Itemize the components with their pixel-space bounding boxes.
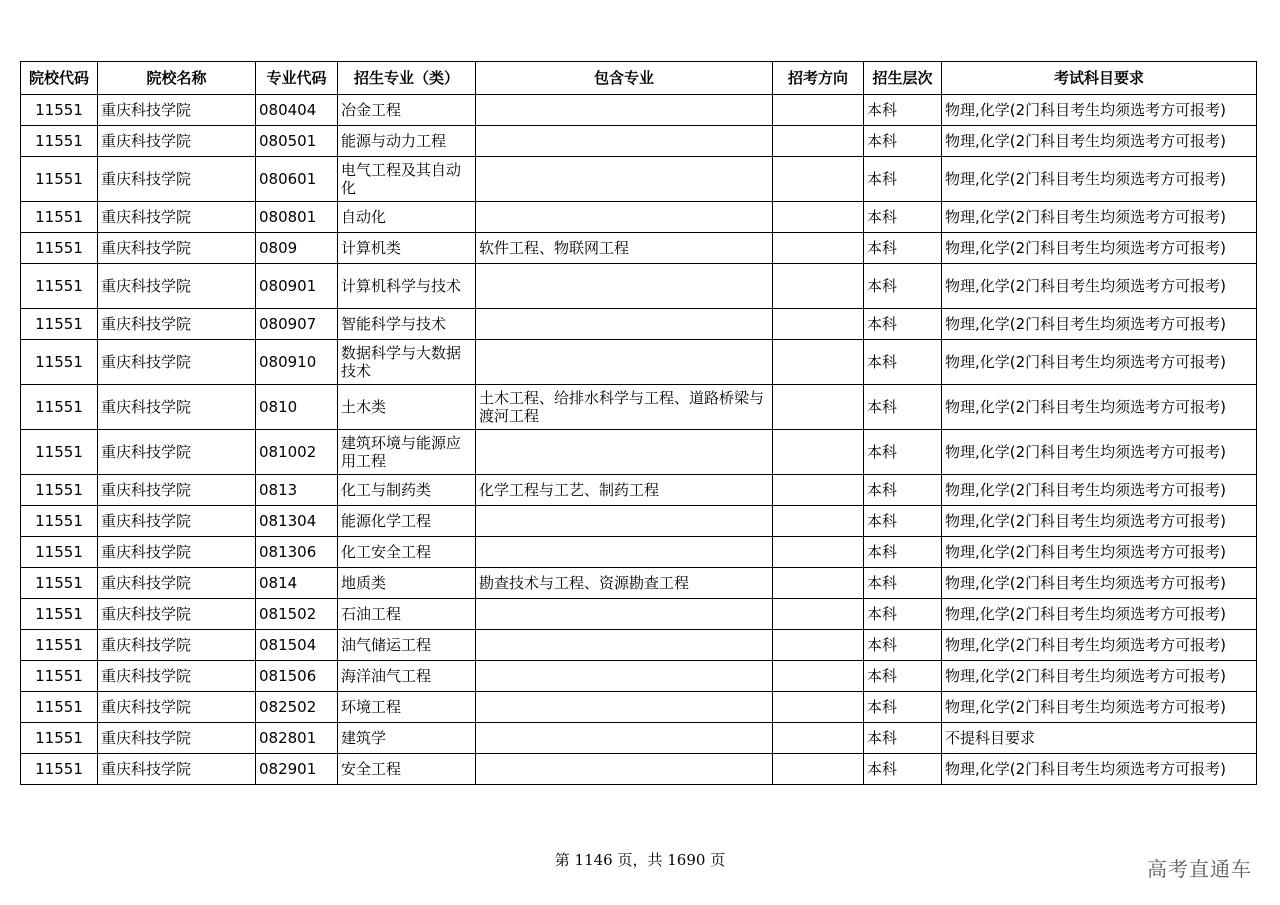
cell-level: 本科 bbox=[864, 692, 942, 723]
cell-direction bbox=[773, 475, 864, 506]
cell-included-majors bbox=[476, 692, 773, 723]
cell-major-code: 080801 bbox=[256, 202, 338, 233]
cell-major: 能源与动力工程 bbox=[338, 126, 476, 157]
cell-direction bbox=[773, 630, 864, 661]
cell-subject-requirements: 物理,化学(2门科目考生均须选考方可报考) bbox=[942, 630, 1257, 661]
cell-direction bbox=[773, 264, 864, 309]
cell-school-code: 11551 bbox=[21, 723, 98, 754]
cell-school-code: 11551 bbox=[21, 385, 98, 430]
cell-major-code: 080601 bbox=[256, 157, 338, 202]
cell-major-code: 081306 bbox=[256, 537, 338, 568]
cell-included-majors bbox=[476, 599, 773, 630]
cell-school-code: 11551 bbox=[21, 233, 98, 264]
table-row bbox=[21, 506, 1257, 537]
cell-level: 本科 bbox=[864, 157, 942, 202]
table-row bbox=[21, 157, 1257, 202]
cell-direction bbox=[773, 95, 864, 126]
cell-level: 本科 bbox=[864, 475, 942, 506]
cell-major: 环境工程 bbox=[338, 692, 476, 723]
cell-included-majors bbox=[476, 506, 773, 537]
admissions-table bbox=[20, 61, 1257, 785]
cell-school-code: 11551 bbox=[21, 475, 98, 506]
cell-level: 本科 bbox=[864, 568, 942, 599]
cell-included-majors bbox=[476, 126, 773, 157]
cell-included-majors bbox=[476, 340, 773, 385]
header-school-code: 院校代码 bbox=[21, 62, 98, 95]
cell-school-name: 重庆科技学院 bbox=[98, 599, 256, 630]
watermark-text: 高考直通车 bbox=[1147, 857, 1252, 881]
cell-included-majors bbox=[476, 309, 773, 340]
cell-major: 化工安全工程 bbox=[338, 537, 476, 568]
cell-school-name: 重庆科技学院 bbox=[98, 233, 256, 264]
cell-major: 电气工程及其自动化 bbox=[338, 157, 476, 202]
cell-major: 石油工程 bbox=[338, 599, 476, 630]
cell-major-code: 0810 bbox=[256, 385, 338, 430]
cell-major-code: 081506 bbox=[256, 661, 338, 692]
cell-included-majors bbox=[476, 264, 773, 309]
table-row bbox=[21, 430, 1257, 475]
cell-major: 计算机科学与技术 bbox=[338, 264, 476, 309]
table-row bbox=[21, 202, 1257, 233]
cell-major-code: 080910 bbox=[256, 340, 338, 385]
cell-included-majors: 化学工程与工艺、制药工程 bbox=[476, 475, 773, 506]
cell-included-majors bbox=[476, 723, 773, 754]
cell-direction bbox=[773, 723, 864, 754]
cell-level: 本科 bbox=[864, 630, 942, 661]
cell-school-name: 重庆科技学院 bbox=[98, 264, 256, 309]
cell-included-majors bbox=[476, 537, 773, 568]
cell-school-name: 重庆科技学院 bbox=[98, 537, 256, 568]
cell-level: 本科 bbox=[864, 264, 942, 309]
cell-school-code: 11551 bbox=[21, 340, 98, 385]
cell-subject-requirements: 物理,化学(2门科目考生均须选考方可报考) bbox=[942, 126, 1257, 157]
cell-subject-requirements: 物理,化学(2门科目考生均须选考方可报考) bbox=[942, 202, 1257, 233]
cell-school-name: 重庆科技学院 bbox=[98, 630, 256, 661]
cell-major: 化工与制药类 bbox=[338, 475, 476, 506]
cell-direction bbox=[773, 157, 864, 202]
table-row bbox=[21, 233, 1257, 264]
cell-major: 能源化学工程 bbox=[338, 506, 476, 537]
cell-level: 本科 bbox=[864, 661, 942, 692]
cell-direction bbox=[773, 537, 864, 568]
cell-level: 本科 bbox=[864, 385, 942, 430]
cell-major: 安全工程 bbox=[338, 754, 476, 785]
cell-school-name: 重庆科技学院 bbox=[98, 157, 256, 202]
cell-direction bbox=[773, 202, 864, 233]
cell-level: 本科 bbox=[864, 599, 942, 630]
cell-included-majors bbox=[476, 661, 773, 692]
cell-major: 地质类 bbox=[338, 568, 476, 599]
cell-major: 海洋油气工程 bbox=[338, 661, 476, 692]
cell-subject-requirements: 物理,化学(2门科目考生均须选考方可报考) bbox=[942, 568, 1257, 599]
page-number: 第 1146 页，共 1690 页 bbox=[554, 851, 726, 869]
cell-subject-requirements: 物理,化学(2门科目考生均须选考方可报考) bbox=[942, 157, 1257, 202]
table-row bbox=[21, 385, 1257, 430]
cell-school-name: 重庆科技学院 bbox=[98, 568, 256, 599]
cell-subject-requirements: 物理,化学(2门科目考生均须选考方可报考) bbox=[942, 430, 1257, 475]
cell-major: 数据科学与大数据技术 bbox=[338, 340, 476, 385]
cell-included-majors bbox=[476, 754, 773, 785]
cell-direction bbox=[773, 385, 864, 430]
header-included-majors: 包含专业 bbox=[476, 62, 773, 95]
header-major-code: 专业代码 bbox=[256, 62, 338, 95]
cell-included-majors: 软件工程、物联网工程 bbox=[476, 233, 773, 264]
cell-subject-requirements: 物理,化学(2门科目考生均须选考方可报考) bbox=[942, 506, 1257, 537]
cell-school-name: 重庆科技学院 bbox=[98, 723, 256, 754]
cell-major-code: 081002 bbox=[256, 430, 338, 475]
table-row bbox=[21, 630, 1257, 661]
cell-school-code: 11551 bbox=[21, 264, 98, 309]
cell-school-name: 重庆科技学院 bbox=[98, 754, 256, 785]
cell-school-name: 重庆科技学院 bbox=[98, 385, 256, 430]
cell-major-code: 081304 bbox=[256, 506, 338, 537]
cell-major-code: 0813 bbox=[256, 475, 338, 506]
table-row bbox=[21, 264, 1257, 309]
cell-school-name: 重庆科技学院 bbox=[98, 95, 256, 126]
table-row bbox=[21, 754, 1257, 785]
cell-school-code: 11551 bbox=[21, 692, 98, 723]
cell-direction bbox=[773, 506, 864, 537]
cell-school-code: 11551 bbox=[21, 506, 98, 537]
cell-major: 自动化 bbox=[338, 202, 476, 233]
header-row bbox=[21, 62, 1257, 95]
cell-direction bbox=[773, 126, 864, 157]
header-level: 招生层次 bbox=[864, 62, 942, 95]
cell-school-code: 11551 bbox=[21, 95, 98, 126]
cell-school-code: 11551 bbox=[21, 661, 98, 692]
cell-major: 冶金工程 bbox=[338, 95, 476, 126]
cell-subject-requirements: 物理,化学(2门科目考生均须选考方可报考) bbox=[942, 340, 1257, 385]
cell-school-code: 11551 bbox=[21, 568, 98, 599]
cell-direction bbox=[773, 661, 864, 692]
cell-direction bbox=[773, 233, 864, 264]
cell-school-code: 11551 bbox=[21, 126, 98, 157]
table-row bbox=[21, 95, 1257, 126]
cell-school-code: 11551 bbox=[21, 430, 98, 475]
cell-direction bbox=[773, 599, 864, 630]
cell-school-code: 11551 bbox=[21, 202, 98, 233]
cell-direction bbox=[773, 568, 864, 599]
header-school-name: 院校名称 bbox=[98, 62, 256, 95]
cell-included-majors: 土木工程、给排水科学与工程、道路桥梁与渡河工程 bbox=[476, 385, 773, 430]
table-row bbox=[21, 723, 1257, 754]
cell-direction bbox=[773, 340, 864, 385]
cell-included-majors bbox=[476, 430, 773, 475]
cell-school-name: 重庆科技学院 bbox=[98, 202, 256, 233]
cell-school-name: 重庆科技学院 bbox=[98, 309, 256, 340]
cell-level: 本科 bbox=[864, 126, 942, 157]
cell-major-code: 080501 bbox=[256, 126, 338, 157]
cell-level: 本科 bbox=[864, 430, 942, 475]
cell-subject-requirements: 物理,化学(2门科目考生均须选考方可报考) bbox=[942, 692, 1257, 723]
cell-direction bbox=[773, 430, 864, 475]
cell-major-code: 082502 bbox=[256, 692, 338, 723]
cell-subject-requirements: 物理,化学(2门科目考生均须选考方可报考) bbox=[942, 233, 1257, 264]
cell-subject-requirements: 物理,化学(2门科目考生均须选考方可报考) bbox=[942, 661, 1257, 692]
cell-level: 本科 bbox=[864, 340, 942, 385]
cell-subject-requirements: 物理,化学(2门科目考生均须选考方可报考) bbox=[942, 385, 1257, 430]
cell-major-code: 080901 bbox=[256, 264, 338, 309]
table-row bbox=[21, 309, 1257, 340]
cell-school-code: 11551 bbox=[21, 309, 98, 340]
cell-school-name: 重庆科技学院 bbox=[98, 506, 256, 537]
cell-level: 本科 bbox=[864, 754, 942, 785]
table-row bbox=[21, 599, 1257, 630]
cell-school-name: 重庆科技学院 bbox=[98, 126, 256, 157]
table-row bbox=[21, 340, 1257, 385]
cell-school-code: 11551 bbox=[21, 754, 98, 785]
cell-level: 本科 bbox=[864, 202, 942, 233]
cell-subject-requirements: 物理,化学(2门科目考生均须选考方可报考) bbox=[942, 475, 1257, 506]
header-subject-requirements: 考试科目要求 bbox=[942, 62, 1257, 95]
cell-major-code: 082901 bbox=[256, 754, 338, 785]
cell-major-code: 0809 bbox=[256, 233, 338, 264]
cell-subject-requirements: 物理,化学(2门科目考生均须选考方可报考) bbox=[942, 95, 1257, 126]
cell-included-majors bbox=[476, 157, 773, 202]
cell-school-code: 11551 bbox=[21, 599, 98, 630]
table-row bbox=[21, 692, 1257, 723]
cell-major-code: 081504 bbox=[256, 630, 338, 661]
header-direction: 招考方向 bbox=[773, 62, 864, 95]
cell-level: 本科 bbox=[864, 233, 942, 264]
cell-direction bbox=[773, 754, 864, 785]
table-row bbox=[21, 537, 1257, 568]
cell-school-name: 重庆科技学院 bbox=[98, 661, 256, 692]
cell-direction bbox=[773, 309, 864, 340]
cell-included-majors bbox=[476, 202, 773, 233]
cell-level: 本科 bbox=[864, 537, 942, 568]
cell-subject-requirements: 物理,化学(2门科目考生均须选考方可报考) bbox=[942, 309, 1257, 340]
cell-major: 建筑学 bbox=[338, 723, 476, 754]
cell-school-code: 11551 bbox=[21, 537, 98, 568]
cell-school-name: 重庆科技学院 bbox=[98, 340, 256, 385]
cell-level: 本科 bbox=[864, 309, 942, 340]
header-major: 招生专业（类） bbox=[338, 62, 476, 95]
cell-level: 本科 bbox=[864, 723, 942, 754]
cell-school-code: 11551 bbox=[21, 157, 98, 202]
cell-major-code: 0814 bbox=[256, 568, 338, 599]
cell-school-name: 重庆科技学院 bbox=[98, 475, 256, 506]
cell-major: 智能科学与技术 bbox=[338, 309, 476, 340]
cell-major-code: 081502 bbox=[256, 599, 338, 630]
cell-school-code: 11551 bbox=[21, 630, 98, 661]
table-row bbox=[21, 568, 1257, 599]
cell-major: 建筑环境与能源应用工程 bbox=[338, 430, 476, 475]
cell-subject-requirements: 不提科目要求 bbox=[942, 723, 1257, 754]
cell-level: 本科 bbox=[864, 506, 942, 537]
table-row bbox=[21, 475, 1257, 506]
cell-major: 土木类 bbox=[338, 385, 476, 430]
table-row bbox=[21, 126, 1257, 157]
cell-included-majors: 勘查技术与工程、资源勘查工程 bbox=[476, 568, 773, 599]
cell-major: 计算机类 bbox=[338, 233, 476, 264]
cell-subject-requirements: 物理,化学(2门科目考生均须选考方可报考) bbox=[942, 754, 1257, 785]
cell-subject-requirements: 物理,化学(2门科目考生均须选考方可报考) bbox=[942, 537, 1257, 568]
cell-subject-requirements: 物理,化学(2门科目考生均须选考方可报考) bbox=[942, 264, 1257, 309]
cell-subject-requirements: 物理,化学(2门科目考生均须选考方可报考) bbox=[942, 599, 1257, 630]
cell-included-majors bbox=[476, 95, 773, 126]
cell-major-code: 080907 bbox=[256, 309, 338, 340]
cell-major: 油气储运工程 bbox=[338, 630, 476, 661]
cell-direction bbox=[773, 692, 864, 723]
cell-level: 本科 bbox=[864, 95, 942, 126]
cell-major-code: 082801 bbox=[256, 723, 338, 754]
table-row bbox=[21, 661, 1257, 692]
cell-major-code: 080404 bbox=[256, 95, 338, 126]
cell-school-name: 重庆科技学院 bbox=[98, 430, 256, 475]
cell-included-majors bbox=[476, 630, 773, 661]
cell-school-name: 重庆科技学院 bbox=[98, 692, 256, 723]
